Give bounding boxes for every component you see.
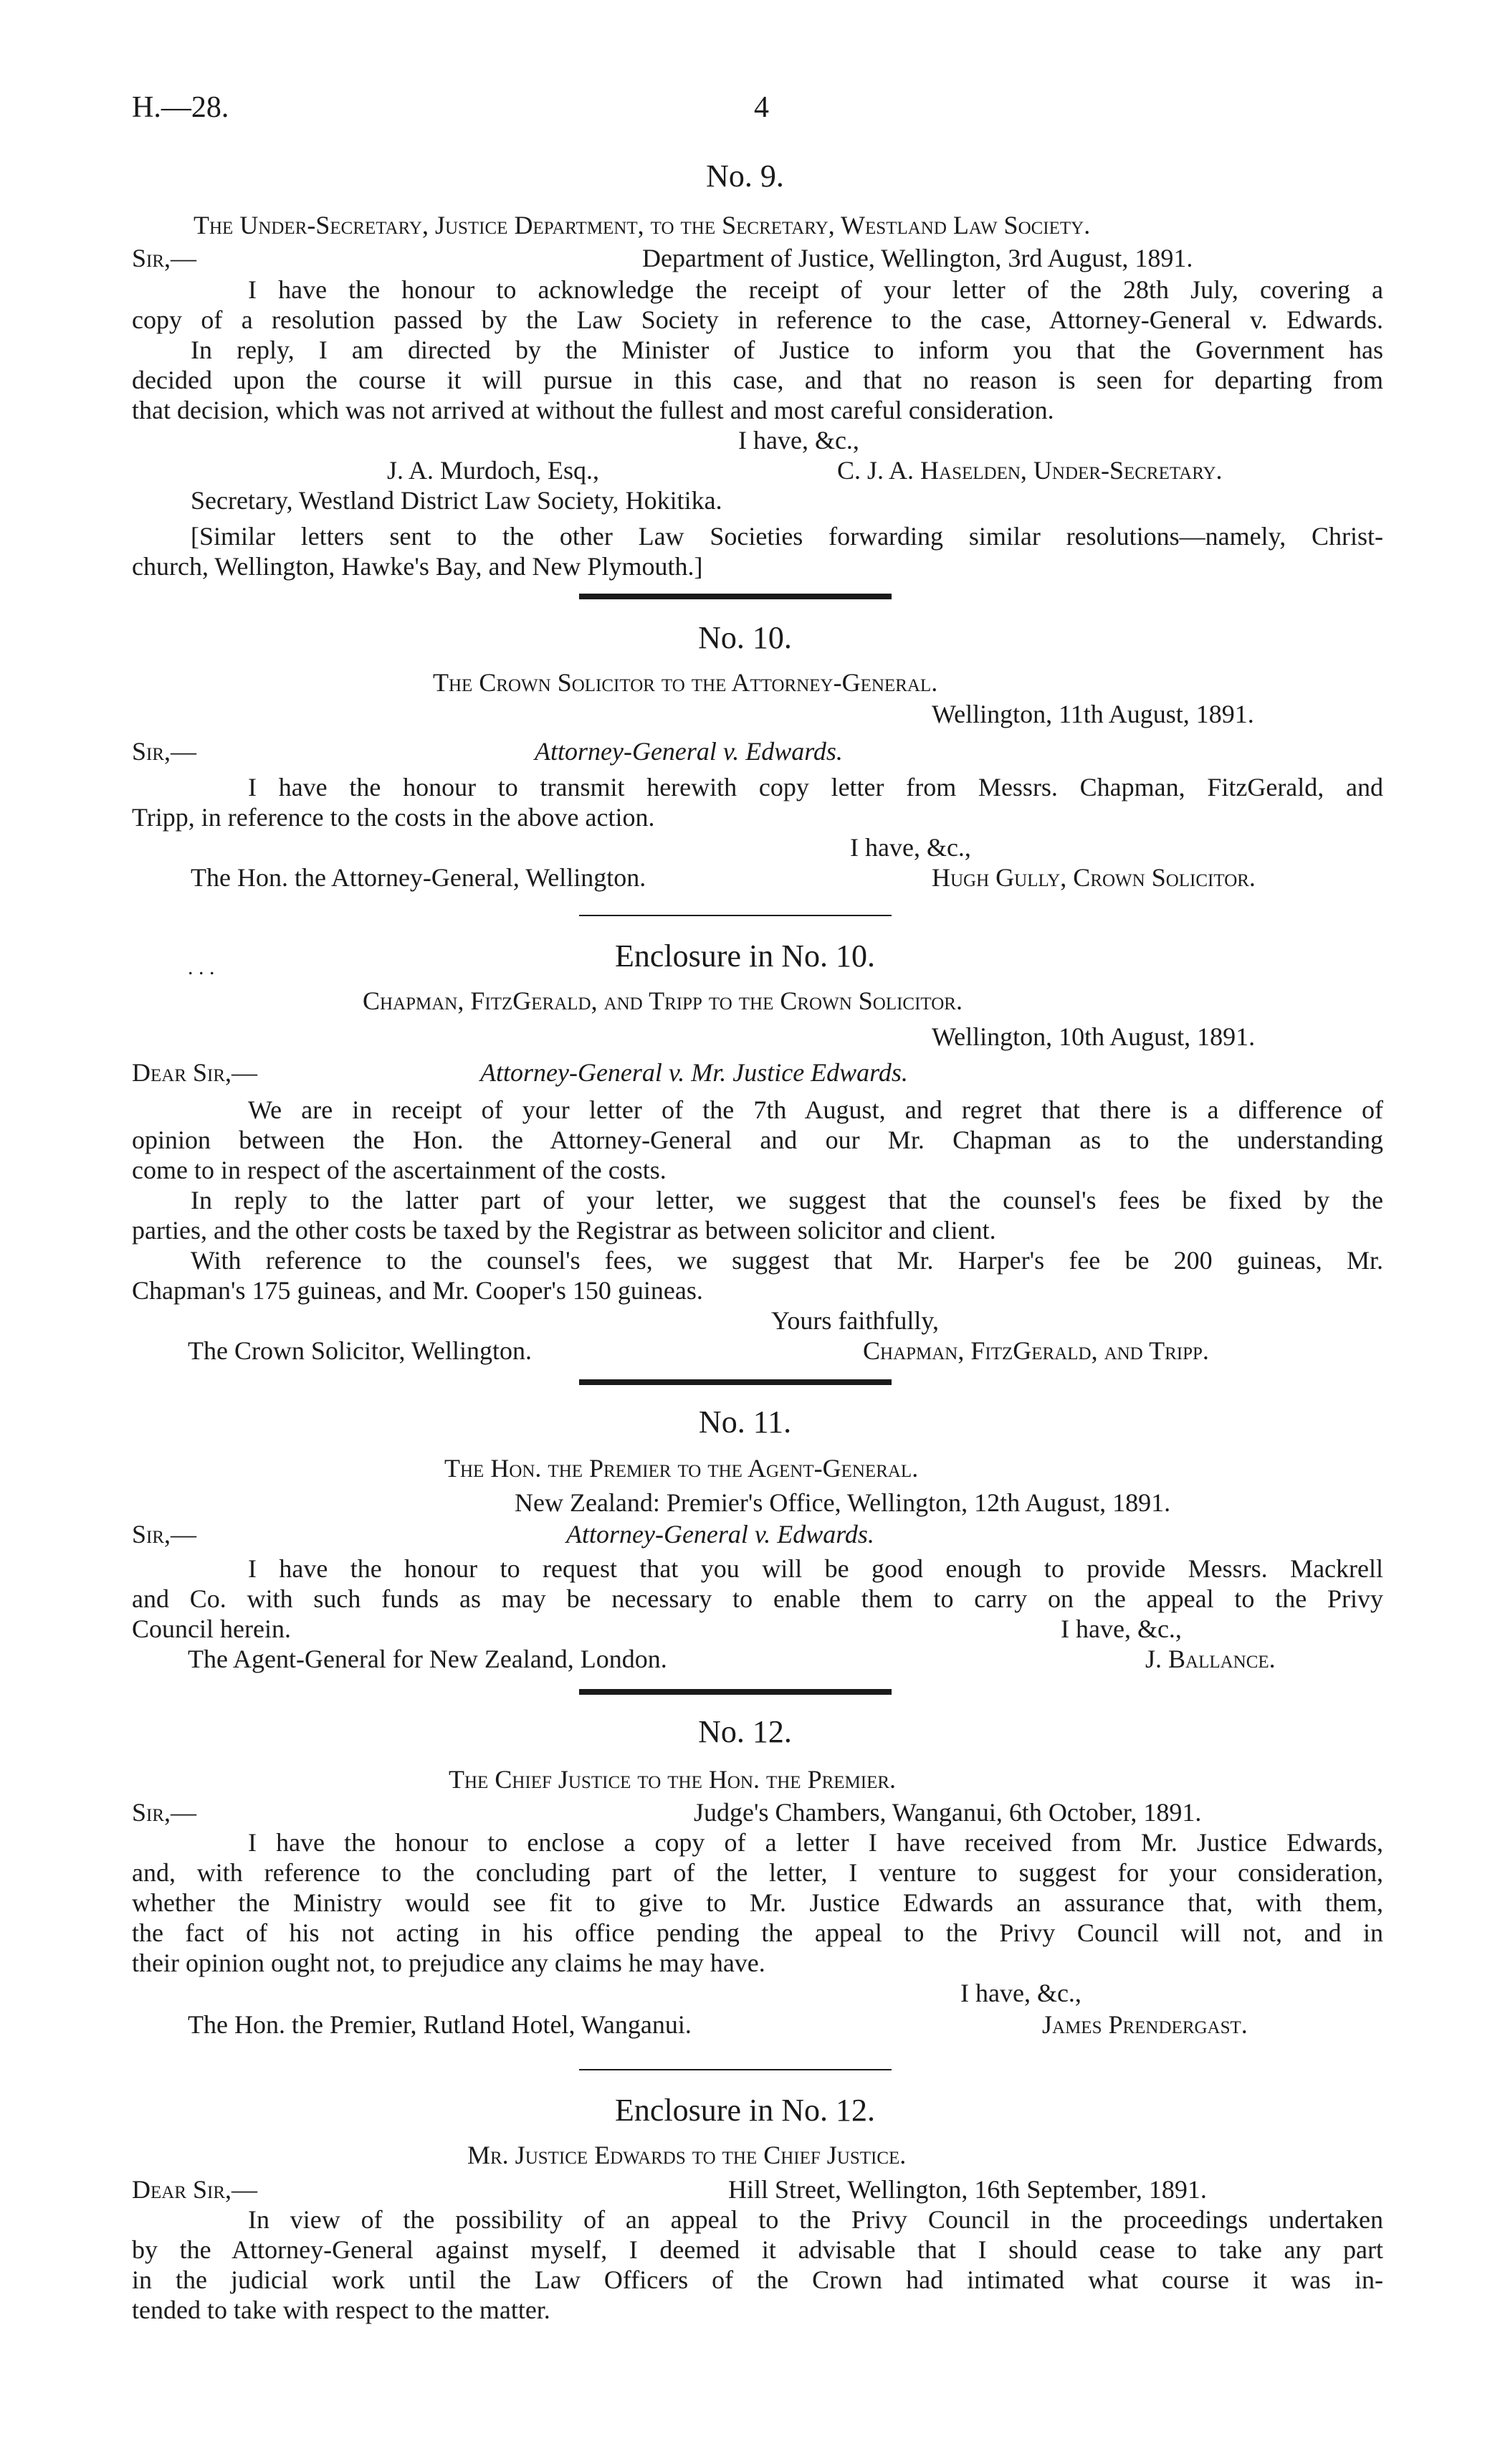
no12-addressee: The Hon. the Premier, Rutland Hotel, Wanganui.	[188, 2010, 692, 2039]
no10-closing: I have, &c.,	[850, 833, 971, 862]
no11-heading: No. 11.	[698, 1404, 792, 1440]
no10-heading: No. 10.	[698, 620, 792, 655]
section-divider	[579, 594, 892, 599]
no9-closing: I have, &c.,	[738, 426, 859, 455]
enc10-title: Chapman, FitzGerald, and Tripp to the Crown Solicitor.	[363, 986, 963, 1015]
no9-addressee: J. A. Murdoch, Esq.,	[387, 456, 599, 485]
no11-addressee: The Agent-General for New Zealand, London.	[188, 1645, 667, 1673]
no9-note-line1: [Similar letters sent to the other Law Societies forwarding similar resolutions—namely, Christ-	[191, 522, 1383, 551]
no9-addressee2: Secretary, Westland District Law Society, Hokitika.	[191, 486, 722, 515]
no11-title: The Hon. the Premier to the Agent-General.	[444, 1454, 919, 1483]
no12-signature: James Prendergast.	[1042, 2010, 1248, 2039]
enc12-place-date: Hill Street, Wellington, 16th September, 1891.	[728, 2175, 1207, 2204]
enc10-case: Attorney-General v. Mr. Justice Edwards.	[480, 1058, 908, 1087]
enc10-signature: Chapman, FitzGerald, and Tripp.	[863, 1336, 1209, 1365]
enc12-salutation: Dear Sir,—	[132, 2175, 258, 2204]
no9-title: The Under-Secretary, Justice Department, to the Secretary, Westland Law Society.	[194, 211, 1091, 239]
section-divider	[579, 1689, 892, 1695]
no11-signature: J. Ballance.	[1145, 1645, 1276, 1673]
no12-heading: No. 12.	[698, 1714, 792, 1749]
enclosure-divider	[579, 2069, 892, 2070]
enc12-title: Mr. Justice Edwards to the Chief Justice.	[467, 2141, 907, 2169]
report-code: H.—28.	[132, 91, 229, 124]
no9-place-date: Department of Justice, Wellington, 3rd August, 1891.	[642, 244, 1193, 272]
enc12-p1-line4: tended to take with respect to the matter.	[132, 2296, 550, 2324]
enc12-p1-line3: in the judicial work until the Law Officers of the Crown had intimated what course it was in-	[132, 2265, 1383, 2294]
no11-place-date: New Zealand: Premier's Office, Wellington, 12th August, 1891.	[515, 1488, 1171, 1517]
no12-p1-line3: whether the Ministry would see fit to give to Mr. Justice Edwards an assurance that, with them,	[132, 1888, 1383, 1917]
no12-title: The Chief Justice to the Hon. the Premier.	[449, 1765, 897, 1794]
no9-heading: No. 9.	[706, 158, 784, 194]
enc10-heading: Enclosure in No. 10.	[615, 938, 875, 974]
no10-addressee: The Hon. the Attorney-General, Wellington.	[191, 863, 646, 892]
no11-case: Attorney-General v. Edwards.	[566, 1520, 874, 1549]
enclosure-divider	[579, 915, 892, 916]
no9-salutation: Sir,—	[132, 244, 197, 272]
enc10-p3-line1: With reference to the counsel's fees, we suggest that Mr. Harper's fee be 200 guineas, Mr.	[191, 1246, 1383, 1275]
no9-note-line2: church, Wellington, Hawke's Bay, and New Plymouth.]	[132, 552, 703, 581]
no10-signature: Hugh Gully, Crown Solicitor.	[932, 863, 1256, 892]
no12-p1-line1: I have the honour to enclose a copy of a letter I have received from Mr. Justice Edwards,	[248, 1828, 1383, 1857]
enc10-addressee: The Crown Solicitor, Wellington.	[188, 1336, 532, 1365]
page-number: 4	[754, 91, 769, 124]
no10-p1-line1: I have the honour to transmit herewith copy letter from Messrs. Chapman, FitzGerald, and	[248, 773, 1383, 801]
enc12-heading: Enclosure in No. 12.	[615, 2093, 875, 2128]
enc10-p2-line2: parties, and the other costs be taxed by the Registrar as between solicitor and client.	[132, 1216, 996, 1245]
no11-p1-line3: Council herein.	[132, 1614, 291, 1643]
no12-place-date: Judge's Chambers, Wanganui, 6th October, 1891.	[694, 1798, 1202, 1827]
enc10-closing: Yours faithfully,	[771, 1306, 940, 1335]
enc12-p1-line1: In view of the possibility of an appeal to the Privy Council in the proceedings undertaken	[248, 2205, 1383, 2234]
no12-p1-line2: and, with reference to the concluding part of the letter, I venture to suggest for your consideration,	[132, 1858, 1383, 1887]
no9-p1-line1: I have the honour to acknowledge the receipt of your letter of the 28th July, covering a	[248, 275, 1383, 304]
no10-title: The Crown Solicitor to the Attorney-General.	[433, 668, 938, 697]
section-divider	[579, 1379, 892, 1385]
no10-salutation: Sir,—	[132, 737, 197, 766]
stray-dots: . . .	[188, 956, 215, 979]
enc10-p2-line1: In reply to the latter part of your letter, we suggest that the counsel's fees be fixed by the	[191, 1186, 1383, 1214]
no12-salutation: Sir,—	[132, 1798, 197, 1827]
no9-p2-line3: that decision, which was not arrived at without the fullest and most careful consideration.	[132, 396, 1054, 424]
no11-p1-line2: and Co. with such funds as may be necessary to enable them to carry on the appeal to the Privy	[132, 1584, 1383, 1613]
no9-p2-line1: In reply, I am directed by the Minister of Justice to inform you that the Government has	[191, 336, 1383, 364]
enc10-p1-line3: come to in respect of the ascertainment of the costs.	[132, 1156, 667, 1184]
no12-p1-line4: the fact of his not acting in his office pending the appeal to the Privy Council will not, and in	[132, 1918, 1383, 1947]
no11-closing: I have, &c.,	[1061, 1614, 1182, 1643]
no9-p1-line2: copy of a resolution passed by the Law Society in reference to the case, Attorney-General v. Edwards.	[132, 305, 1383, 334]
enc10-salutation: Dear Sir,—	[132, 1058, 258, 1087]
no9-signature: C. J. A. Haselden, Under-Secretary.	[837, 456, 1223, 485]
enc10-p3-line2: Chapman's 175 guineas, and Mr. Cooper's 150 guineas.	[132, 1276, 703, 1305]
no10-p1-line2: Tripp, in reference to the costs in the above action.	[132, 803, 655, 832]
no9-p2-line2: decided upon the course it will pursue in this case, and that no reason is seen for departing from	[132, 366, 1383, 394]
no11-salutation: Sir,—	[132, 1520, 197, 1549]
no12-p1-line5: their opinion ought not, to prejudice any claims he may have.	[132, 1949, 765, 1977]
enc10-p1-line2: opinion between the Hon. the Attorney-General and our Mr. Chapman as to the understanding	[132, 1126, 1383, 1154]
enc10-place-date: Wellington, 10th August, 1891.	[932, 1022, 1256, 1051]
enc12-p1-line2: by the Attorney-General against myself, I deemed it advisable that I should cease to take any part	[132, 2235, 1383, 2264]
no10-case: Attorney-General v. Edwards.	[535, 737, 843, 766]
enc10-p1-line1: We are in receipt of your letter of the 7th August, and regret that there is a difference of	[248, 1095, 1383, 1124]
no11-p1-line1: I have the honour to request that you will be good enough to provide Messrs. Mackrell	[248, 1554, 1383, 1583]
no12-closing: I have, &c.,	[960, 1979, 1081, 2007]
no10-place-date: Wellington, 11th August, 1891.	[932, 700, 1254, 728]
